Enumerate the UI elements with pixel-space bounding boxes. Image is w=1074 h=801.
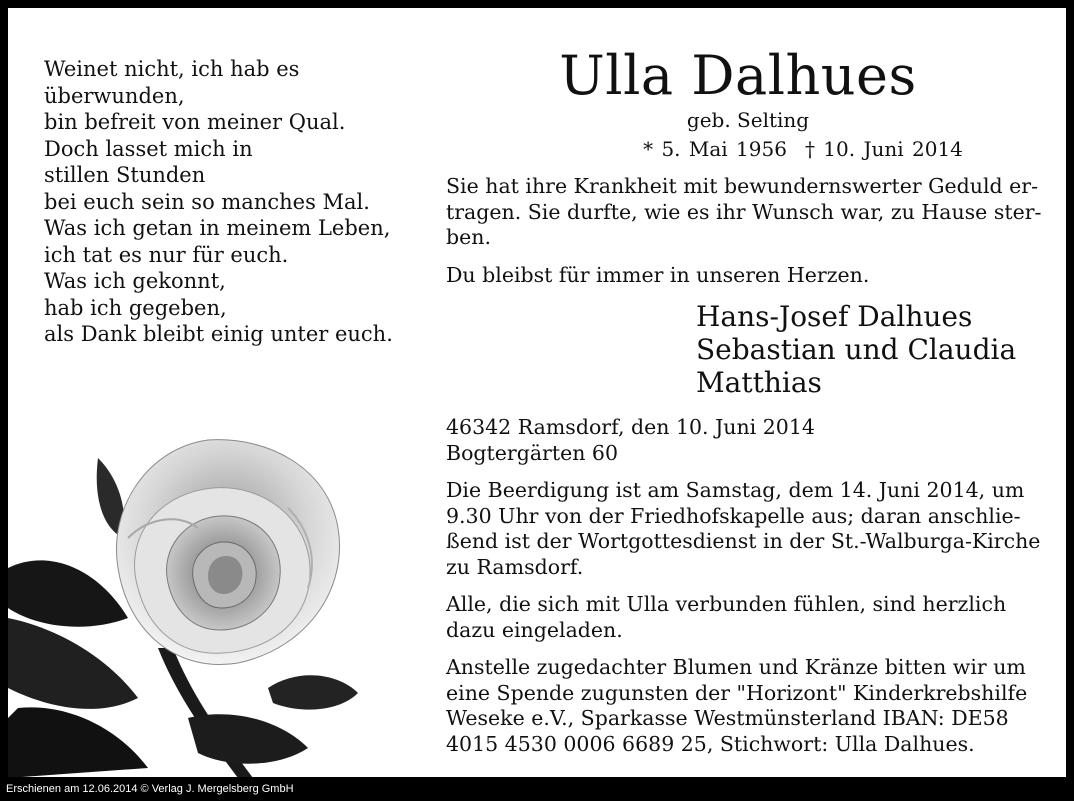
- publication-footer: Erschienen am 12.06.2014 © Verlag J. Mergelsberg GmbH: [0, 777, 1074, 801]
- poem-line: Was ich getan in meinem Leben,: [44, 216, 391, 240]
- poem-line: bin befreit von meiner Qual.: [44, 110, 346, 134]
- text-line: Du bleibst für immer in unseren Herzen.: [446, 262, 870, 287]
- rose-icon: [8, 418, 388, 777]
- paragraph-invitation: [446, 592, 1020, 643]
- paragraph-funeral: [446, 478, 1041, 580]
- deceased-name: Ulla Dalhues: [559, 44, 917, 107]
- paragraph-donation: [446, 655, 1028, 757]
- poem-line: ich tat es nur für euch.: [44, 242, 289, 267]
- paragraph-illness: [446, 174, 1042, 251]
- text-line: dazu eingeladen.: [446, 617, 623, 642]
- paragraph-hearts: [446, 263, 1020, 289]
- text-line: Sie hat ihre Krankheit mit bewundernswerter Geduld er-: [446, 174, 1039, 198]
- family-member: Hans-Josef Dalhues: [696, 300, 973, 333]
- poem-line: hab ich gegeben,: [44, 295, 227, 320]
- death-date: † 10. Juni 2014: [804, 137, 963, 161]
- text-line: Die Beerdigung ist am Samstag, dem 14. Juni 2014, um: [446, 478, 1025, 502]
- poem-line: bei euch sein so manches Mal.: [44, 189, 370, 214]
- birth-name: geb. Selting: [686, 108, 810, 132]
- poem: [44, 56, 414, 348]
- poem-line: überwunden,: [44, 83, 185, 108]
- poem-line: als Dank bleibt einig unter euch.: [44, 322, 393, 346]
- text-line: Alle, die sich mit Ulla verbunden fühlen, sind herzlich: [446, 592, 1007, 616]
- family-member: Sebastian und Claudia: [696, 333, 1017, 366]
- family-member: Matthias: [696, 366, 822, 399]
- poem-line: Weinet nicht, ich hab es: [44, 57, 300, 81]
- text-line: eine Spende zugunsten der "Horizont" Kinderkrebshilfe: [446, 680, 1028, 705]
- obituary-main: [446, 44, 1042, 757]
- text-line: Bogtergärten 60: [446, 440, 619, 465]
- text-line: 46342 Ramsdorf, den 10. Juni 2014: [446, 415, 815, 439]
- text-line: ßend ist der Wortgottesdienst in der St.-Walburga-Kirche: [446, 529, 1041, 553]
- text-line: ben.: [446, 225, 491, 249]
- text-line: zu Ramsdorf.: [446, 554, 584, 579]
- text-line: 9.30 Uhr von der Friedhofskapelle aus; daran anschlie-: [446, 503, 1021, 528]
- text-line: 4015 4530 0006 6689 25, Stichwort: Ulla Dalhues.: [446, 731, 975, 756]
- text-line: Anstelle zugedachter Blumen und Kränze bitten wir um: [446, 655, 1026, 679]
- poem-line: Doch lasset mich in: [44, 136, 253, 161]
- birth-date: * 5. Mai 1956: [643, 137, 787, 161]
- poem-line: stillen Stunden: [44, 163, 206, 187]
- text-line: Weseke e.V., Sparkasse Westmünsterland IBAN: DE58: [446, 706, 1009, 730]
- family-names: [696, 300, 1020, 399]
- obituary-page: [8, 8, 1066, 777]
- text-line: tragen. Sie durfte, wie es ihr Wunsch war, zu Hause ster-: [446, 199, 1042, 224]
- address: [446, 415, 1020, 466]
- poem-line: Was ich gekonnt,: [44, 269, 226, 293]
- life-dates: [446, 136, 1020, 162]
